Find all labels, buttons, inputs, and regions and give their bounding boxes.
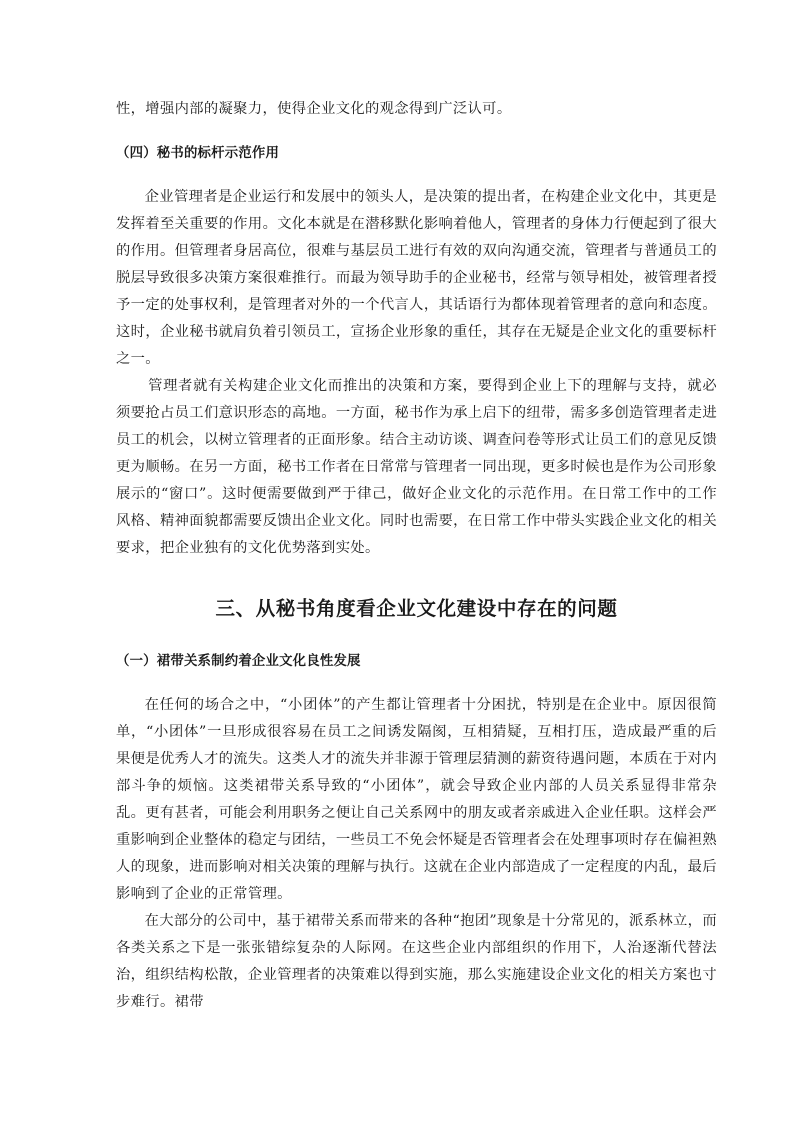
paragraph-intro-tail: 性，增强内部的凝聚力，使得企业文化的观念得到广泛认可。	[116, 101, 512, 117]
sub-heading-nepotism: （一）裙带关系制约着企业文化良性发展	[116, 654, 361, 669]
paragraph-manager-role: 企业管理者是企业运行和发展中的领头人，是决策的提出者，在构建企业文化中，其更是发挥着至关重要的作用。文化本就是在潜移默化影响着他人，管理者的身体力行便起到了很大的作用。但管理者身居高位，很难与基层员工进行有效的双向沟通交流，管理者与普通员工的脱层导致很多决策方案很难推行。而最为领导助手的企业秘书，经常与领导相处，被管理者授予一定的处事权利，是管理者对外的一个代言人，其话语行为都体现着管理者的意向和态度。这时，企业秘书就肩负着引领员工，宣扬企业形象的重任，其存在无疑是企业文化的重要标杆之一。	[116, 189, 717, 367]
page-content	[116, 96, 717, 1016]
paragraph-factions: 在大部分的公司中，基于裙带关系而带来的各种“抱团”现象是十分常见的，派系林立，而各类关系之下是一张张错综复杂的人际网。在这些企业内部组织的作用下，人治逐渐代替法治，组织结构松散，企业管理者的决策难以得到实施，那么实施建设企业文化的相关方案也寸步难行。裙带	[116, 913, 717, 1010]
section-heading-problems: 三、从秘书角度看企业文化建设中存在的问题	[215, 597, 618, 620]
sub-heading-secretary-benchmark: （四）秘书的标杆示范作用	[116, 146, 280, 161]
paragraph-small-groups: 在任何的场合之中，“小团体”的产生都让管理者十分困扰，特别是在企业中。原因很简单，“小团体”一旦形成很容易在员工之间诱发隔阂，互相猜疑，互相打压，造成最严重的后果便是优秀人才的流失。这类人才的流失并非源于管理层猜测的薪资待遇问题，本质在于对内部斗争的烦恼。这类裙带关系导致的“小团体”，就会导致企业内部的人员关系显得非常杂乱。更有甚者，可能会利用职务之便让自己关系网中的朋友或者亲戚进入企业任职。这样会严重影响到企业整体的稳定与团结，一些员工不免会怀疑是否管理者会在处理事项时存在偏袒熟人的现象，进而影响对相关决策的理解与执行。这就在企业内部造成了一定程度的内乱，最后影响到了企业的正常管理。	[116, 697, 717, 902]
paragraph-secretary-example: 管理者就有关构建企业文化而推出的决策和方案，要得到企业上下的理解与支持，就必须要抢占员工们意识形态的高地。一方面，秘书作为承上启下的纽带，需多多创造管理者走进员工的机会，以树立管理者的正面形象。结合主动访谈、调查问卷等形式让员工们的意见反馈更为顺畅。在另一方面，秘书工作者在日常常与管理者一同出现，更多时候也是作为公司形象展示的“窗口”。这时便需要做到严于律己，做好企业文化的示范作用。在日常工作中的工作风格、精神面貌都需要反馈出企业文化。同时也需要，在日常工作中带头实践企业文化的相关要求，把企业独有的文化优势落到实处。	[116, 378, 717, 556]
